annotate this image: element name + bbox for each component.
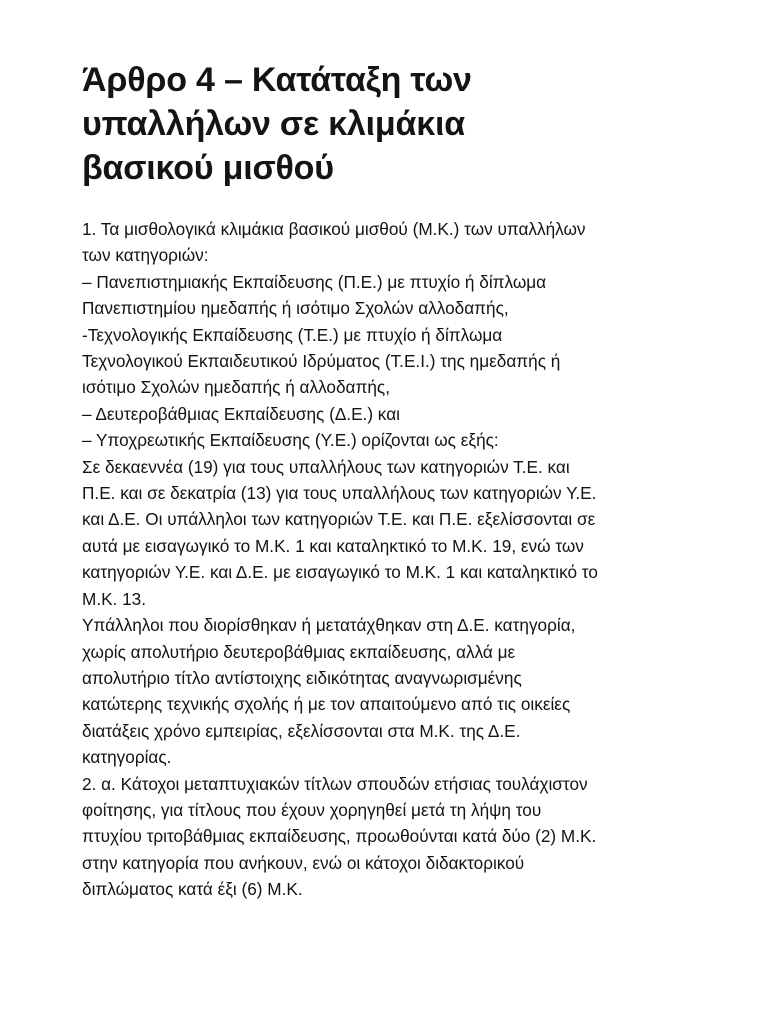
body-line: – Πανεπιστημιακής Εκπαίδευσης (Π.Ε.) με πτυχίο ή δίπλωμα [82,271,547,292]
body-line: Υπάλληλοι που διορίσθηκαν ή μετατάχθηκαν στη Δ.Ε. κατηγορία, [82,615,576,636]
article-body [82,216,692,903]
body-line: και Δ.Ε. Οι υπάλληλοι των κατηγοριών Τ.Ε. και Π.Ε. εξελίσσονται σε [82,509,596,530]
body-line: διατάξεις χρόνο εμπειρίας, εξελίσσονται στα Μ.Κ. της Δ.Ε. [82,720,521,741]
body-line: – Υποχρεωτικής Εκπαίδευσης (Υ.Ε.) ορίζονται ως εξής: [82,430,499,451]
body-line: διπλώματος κατά έξι (6) Μ.Κ. [82,879,303,900]
article-title-line: Άρθρο 4 – Κατάταξη των [82,61,472,99]
body-line: Πανεπιστημίου ημεδαπής ή ισότιμο Σχολών αλλοδαπής, [82,298,509,319]
body-line: – Δευτεροβάθμιας Εκπαίδευσης (Δ.Ε.) και [82,403,400,424]
body-line: κατώτερης τεχνικής σχολής ή με τον απαιτούμενο από τις οικείες [82,694,571,715]
body-line: ισότιμο Σχολών ημεδαπής ή αλλοδαπής, [82,377,390,398]
body-line: χωρίς απολυτήριο δευτεροβάθμιας εκπαίδευσης, αλλά με [82,641,516,662]
article-title-line: βασικού μισθού [82,149,334,187]
body-line: κατηγοριών Υ.Ε. και Δ.Ε. με εισαγωγικό το Μ.Κ. 1 και καταληκτικό το [82,562,598,583]
body-line: κατηγορίας. [82,747,172,768]
body-line: Σε δεκαεννέα (19) για τους υπαλλήλους των κατηγοριών Τ.Ε. και [82,456,570,477]
body-line: των κατηγοριών: [82,245,209,266]
article-title [82,58,692,190]
body-line: αυτά με εισαγωγικό το Μ.Κ. 1 και καταληκτικό το Μ.Κ. 19, ενώ των [82,535,584,556]
body-line: -Τεχνολογικής Εκπαίδευσης (Τ.Ε.) με πτυχίο ή δίπλωμα [82,324,503,345]
body-line: φοίτησης, για τίτλους που έχουν χορηγηθεί μετά τη λήψη του [82,799,542,820]
document-page [82,58,692,903]
body-line: στην κατηγορία που ανήκουν, ενώ οι κάτοχοι διδακτορικού [82,852,525,873]
body-line: 1. Τα μισθολογικά κλιμάκια βασικού μισθού (Μ.Κ.) των υπαλλήλων [82,219,586,239]
body-line: Μ.Κ. 13. [82,588,146,609]
body-line: Τεχνολογικού Εκπαιδευτικού Ιδρύματος (Τ.Ε.Ι.) της ημεδαπής ή [82,351,561,372]
body-line: Π.Ε. και σε δεκατρία (13) για τους υπαλλήλους των κατηγοριών Υ.Ε. [82,483,597,504]
body-line: απολυτήριο τίτλο αντίστοιχης ειδικότητας αναγνωρισμένης [82,667,522,688]
body-line: πτυχίου τριτοβάθμιας εκπαίδευσης, προωθούνται κατά δύο (2) Μ.Κ. [82,826,597,847]
body-line: 2. α. Κάτοχοι μεταπτυχιακών τίτλων σπουδών ετήσιας τουλάχιστον [82,773,588,794]
article-title-line: υπαλλήλων σε κλιμάκια [82,105,465,143]
